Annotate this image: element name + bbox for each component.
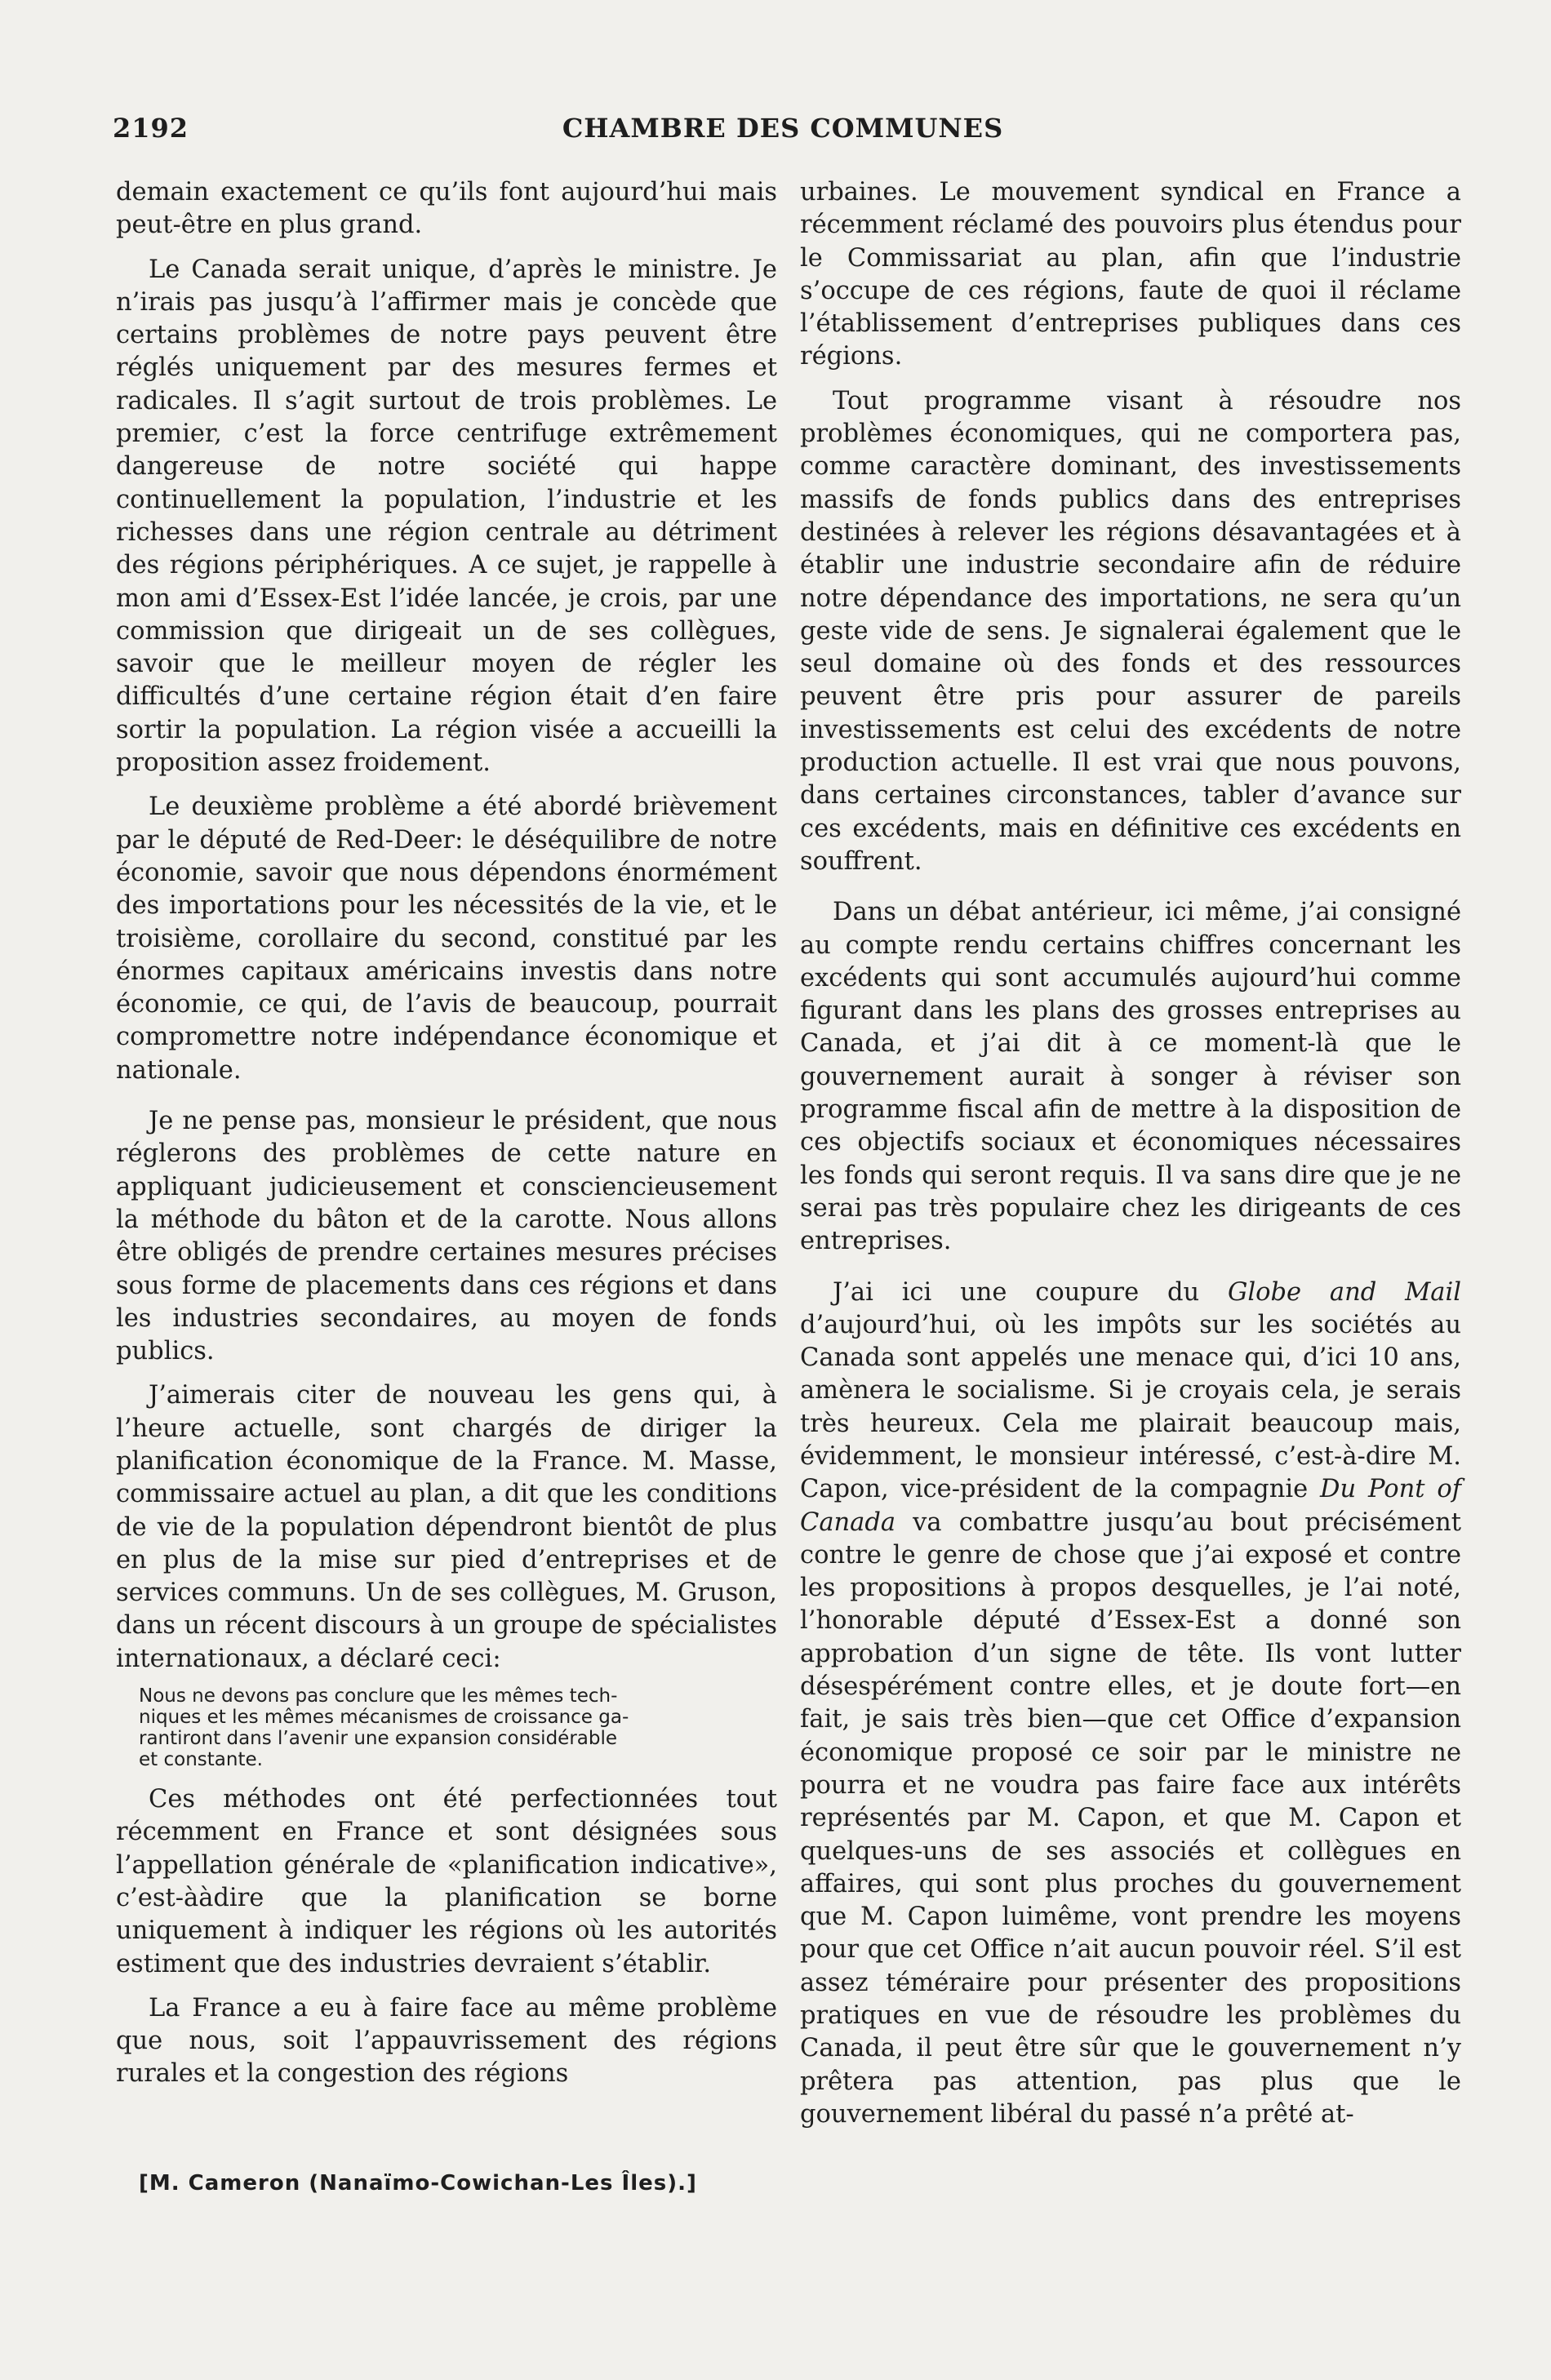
company-name: Du Pont of Canada [800,1475,1462,1537]
running-title: CHAMBRE DES COMMUNES [562,113,1004,144]
paragraph: urbaines. Le mouvement syndical en France a récemment réclamé des pouvoirs plus étendus pour le Commissariat au plan, afin que l’industrie s’occupe de ces régions, faute de quoi il réclame l’établissement d’entreprises publiques dans ces régions. [800,178,1461,371]
block-quote [116,1685,777,1770]
text-run: J’ai ici une coupure du [833,1277,1200,1307]
paragraph: Le Canada serait unique, d’après le ministre. Je n’irais pas jusqu’à l’affirmer mais je concède que certains problèmes de notre pays peuvent être réglés uniquement par des mesures fermes et radicales. Il s’agit surtout de trois problèmes. Le premier, c’est la force centrifuge extrêmement dangereuse de notre société qui happe continuellement la population, l’industrie et les richesses dans une région centrale au détriment des régions périphériques. A ce sujet, je rappelle à mon ami d’Essex-Est l’idée lancée, je crois, par une commission que dirigeait un de ses collègues, savoir que le meilleur moyen de régler les difficultés d’une certaine région était d’en faire sortir la population. La région visée a accueilli la proposition assez froidement. [116,255,777,778]
paragraph: Tout programme visant à résoudre nos problèmes économiques, qui ne comportera pas, comme caractère dominant, des investissements massifs de fonds publics dans des entreprises destinées à relever les régions désavantagées et à établir une industrie secondaire afin de réduire notre dépendance des importations, ne sera qu’un geste vide de sens. Je signalerai également que le seul domaine où des fonds et des ressources peuvent être pris pour assurer de pareils investissements est celui des excédents de notre production actuelle. Il est vrai que nous pouvons, dans certaines circonstances, tabler d’avance sur ces excédents, mais en définitive ces excédents en souffrent. [800,386,1461,876]
left-column [116,176,777,2091]
newspaper-title: Globe and Mail [1228,1277,1461,1307]
quote-line: niques et les mêmes mécanismes de croissance ga- [139,1707,629,1729]
text-run: d’aujourd’hui, où les impôts sur les sociétés au Canada sont appelés une menace qui, d’ici 10 ans, amènera le socialisme. Si je croyais cela, je serais très heureux. Cela me plairait beaucoup mais, évidemment, le monsieur intéressé, c’est-à-dire M. Capon, vice-président de la compagnie [800,1310,1461,1504]
right-column [800,176,1461,2131]
speaker-attribution: [M. Cameron (Nanaïmo-Cowichan-Les Îles).] [139,2171,697,2196]
paragraph: Dans un débat antérieur, ici même, j’ai consigné au compte rendu certains chiffres concernant les excédents qui sont accumulés aujourd’hui comme figurant dans les plans des grosses entreprises au Canada, et j’ai dit à ce moment-là que le gouvernement aurait à songer à réviser son programme fiscal afin de mettre à la disposition de ces objectifs sociaux et économiques nécessaires les fonds qui seront requis. Il va sans dire que je ne serai pas très populaire chez les dirigeants de ces entreprises. [800,898,1461,1256]
text-run: va combattre jusqu’au bout précisément contre le genre de chose que j’ai exposé et contre les propositions à propos desquelles, je l’ai noté, l’honorable député d’Essex-Est a donné son approbation d’un signe de tête. Ils vont lutter désespérément contre elles, et je doute fort—en fait, je sais très bien—que cet Office d’expansion économique proposé ce soir par le ministre ne pourra et ne voudra pas faire face aux intérêts représentés par M. Capon, et que M. Capon et quelques-uns de ses associés et collègues en affaires, qui sont plus proches du gouvernement que M. Capon luimême, vont prendre les moyens pour que cet Office n’ait aucun pouvoir réel. S’il est assez téméraire pour présenter des propositions pratiques en vue de résoudre les problèmes du Canada, il peut être sûr que le gouvernement n’y prêtera pas attention, pas plus que le gouvernement libéral du passé n’a prêté at- [800,1507,1461,2129]
quote-line: et constante. [139,1749,263,1771]
page-header [113,113,1453,153]
paragraph: La France a eu à faire face au même problème que nous, soit l’appauvrissement des régions rurales et la congestion des régions [116,1993,777,2089]
paragraph [800,1277,1461,2132]
quote-line: Nous ne devons pas conclure que les mêmes tech- [139,1685,618,1707]
paragraph: J’aimerais citer de nouveau les gens qui, à l’heure actuelle, sont chargés de diriger la planification économique de la France. M. Masse, commissaire actuel au plan, a dit que les conditions de vie de la population dépendront bientôt de plus en plus de la mise sur pied d’entreprises et de services communs. Un de ses collègues, M. Gruson, dans un récent discours à un groupe de spécialistes internationaux, a déclaré ceci: [116,1381,777,1673]
page-number: 2192 [113,113,189,144]
paragraph: Je ne pense pas, monsieur le président, que nous réglerons des problèmes de cette nature en appliquant judicieusement et consciencieusement la méthode du bâton et de la carotte. Nous allons être obligés de prendre certaines mesures précises sous forme de placements dans ces régions et dans les industries secondaires, au moyen de fonds publics. [116,1107,777,1366]
paragraph: Ces méthodes ont été perfectionnées tout récemment en France et sont désignées sous l’appellation générale de «planification indicative», c’est-ààdire que la planification se borne uniquement à indiquer les régions où les autorités estiment que des industries devraient s’établir. [116,1785,777,1978]
paragraph: demain exactement ce qu’ils font aujourd’hui mais peut-être en plus grand. [116,178,777,240]
paragraph: Le deuxième problème a été abordé brièvement par le député de Red-Deer: le déséquilibre de notre économie, savoir que nous dépendons énormément des importations pour les nécessités de la vie, et le troisième, corollaire du second, constitué par les énormes capitaux américains investis dans notre économie, ce qui, de l’avis de beaucoup, pourrait compromettre notre indépendance économique et nationale. [116,793,777,1085]
quote-line: rantiront dans l’avenir une expansion considérable [139,1728,618,1750]
